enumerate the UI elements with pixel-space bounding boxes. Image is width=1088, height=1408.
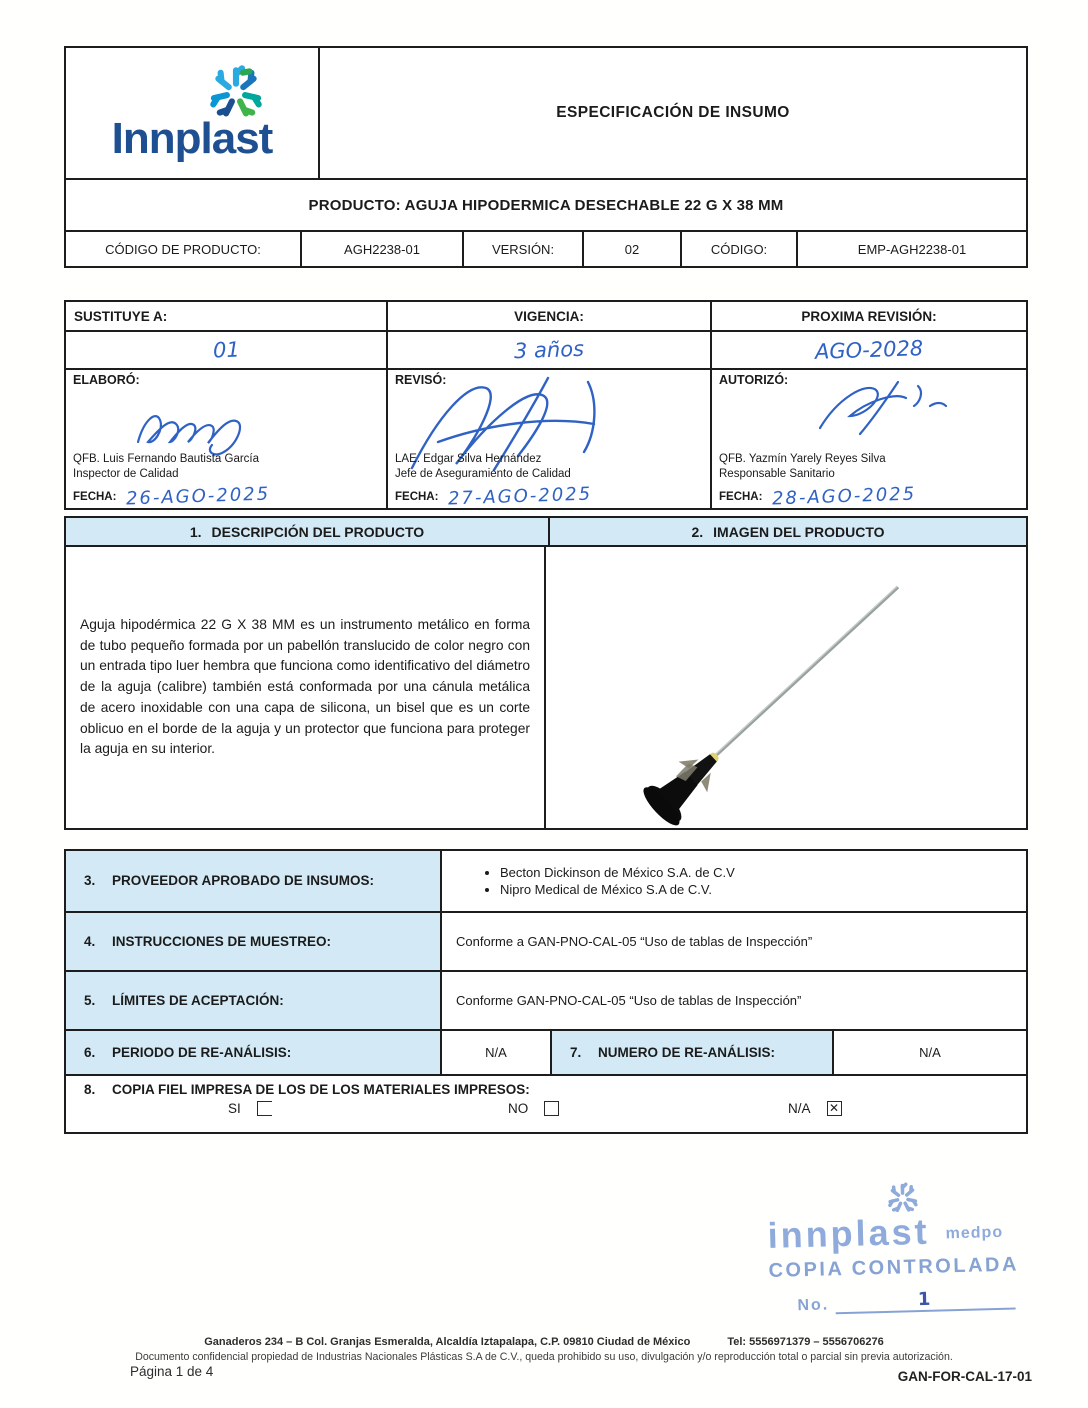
reanalysis-number-label-cell: [550, 1031, 832, 1074]
header-table: [64, 46, 1028, 268]
option-si: [228, 1101, 272, 1116]
limits-number: 5.: [84, 992, 96, 1008]
product-description-cell: [66, 547, 544, 828]
sampling-label-cell: [66, 913, 440, 970]
substitute-label: SUSTITUYE A:: [74, 308, 168, 324]
reanalysis-number-number: 7.: [570, 1044, 582, 1060]
option-si-label: SI: [228, 1100, 241, 1116]
option-no-checkbox[interactable]: [544, 1101, 559, 1116]
option-no: [508, 1101, 559, 1116]
reanalysis-period-label-cell: [66, 1031, 440, 1074]
printed-copy-label: COPIA FIEL IMPRESA DE LOS DE LOS MATERIALES IMPRESOS:: [112, 1081, 530, 1097]
product-code-value: AGH2238-01: [300, 232, 462, 266]
innplast-logo: [112, 65, 273, 161]
elaboro-name: QFB. Luis Fernando Bautista García: [73, 452, 260, 465]
code-value: EMP-AGH2238-01: [796, 232, 1026, 266]
next-review-label: PROXIMA REVISIÓN:: [710, 302, 1026, 330]
reviso-label: REVISÓ:: [395, 373, 447, 387]
elaboro-info: [73, 452, 271, 510]
reanalysis-period-value: N/A: [440, 1031, 550, 1074]
sampling-label: INSTRUCCIONES DE MUESTREO:: [112, 933, 332, 949]
code-label: CÓDIGO:: [680, 232, 796, 266]
footer-confidential: Documento confidencial propiedad de Industrias Nacionales Plásticas S.A de C.V., queda prohibido su uso, divulgación y/o reproducción total o parcial sin previa autorización.: [135, 1351, 953, 1363]
option-na-checkbox[interactable]: ✕: [827, 1101, 842, 1116]
validity-value-handwritten: 3 años: [513, 336, 585, 364]
document-title: ESPECIFICACIÓN DE INSUMO: [318, 48, 1026, 178]
sampling-value: Conforme a GAN-PNO-CAL-05 “Uso de tablas de Inspección”: [440, 913, 1026, 970]
provider-label: PROVEEDOR APROBADO DE INSUMOS:: [112, 873, 375, 889]
footer-phone: Tel: 5556971379 – 5556706276: [727, 1336, 884, 1348]
version-label: VERSIÓN:: [462, 232, 582, 266]
items-table: [64, 849, 1028, 1134]
option-na-label: N/A: [788, 1100, 811, 1116]
stamp-copy-text: COPIA CONTROLADA: [768, 1253, 1020, 1283]
autorizo-label: AUTORIZÓ:: [719, 373, 789, 387]
version-value: 02: [582, 232, 680, 266]
substitute-value-handwritten: 01: [212, 337, 240, 363]
footer-address: Ganaderos 234 – B Col. Granjas Esmeralda, Alcaldía Iztapalapa, C.P. 09810 Ciudad de México: [204, 1336, 691, 1348]
reanalysis-period-number: 6.: [84, 1044, 96, 1060]
elaboro-title: Inspector de Calidad: [73, 467, 179, 480]
stamp-number-label: No.: [797, 1296, 830, 1315]
footer-document-code: GAN-FOR-CAL-17-01: [897, 1369, 1032, 1384]
image-section-title: IMAGEN DEL PRODUCTO: [713, 523, 885, 540]
description-section-title: DESCRIPCIÓN DEL PRODUCTO: [211, 523, 425, 540]
validity-label: VIGENCIA:: [386, 302, 710, 330]
provider-item: • Nipro Medical de México S.A de C.V.: [500, 882, 735, 897]
autorizo-date-label: FECHA:: [719, 491, 763, 504]
elaboro-label: ELABORÓ:: [73, 373, 140, 387]
logo-cell: [66, 48, 318, 178]
stamp-snowflake-icon: [886, 1182, 919, 1215]
printed-copy-number: 8.: [84, 1081, 96, 1097]
reanalysis-period-label: PERIODO DE RE-ANÁLISIS:: [112, 1044, 292, 1060]
product-image-cell: [544, 547, 1026, 828]
printed-copy-row: [66, 1074, 1026, 1132]
elaboro-cell: [66, 370, 386, 508]
reviso-date-handwritten: 27-AGO-2025: [448, 483, 593, 510]
product-description-text: Aguja hipodérmica 22 G X 38 MM es un instrumento metálico en forma de tubo pequeño formada por un pabellón translucido de color negro con un entrada tipo luer hembra que funciona como identificativo del diámetro de la aguja (calibre) también está conformada por una cánula metálica de acero inoxidable con una capa de silicona, un bisel que es un corte oblicuo en el borde de la aguja y un protector que funciona para proteger la aguja en su interior.: [80, 617, 530, 757]
innplast-snowflake-icon: [208, 65, 264, 121]
stamp-partner-logo: medpo: [945, 1224, 1004, 1243]
footer-address-line: [0, 1336, 1088, 1348]
image-section-header: [548, 518, 1026, 545]
provider-item: • Becton Dickinson de México S.A. de C.V: [500, 865, 735, 880]
autorizo-info: [719, 452, 917, 510]
autorizo-signature: [802, 376, 972, 438]
autorizo-date-handwritten: 28-AGO-2025: [772, 483, 917, 510]
next-review-value-handwritten: AGO-2028: [814, 336, 924, 364]
reanalysis-number-value: N/A: [832, 1031, 1026, 1074]
limits-label-cell: [66, 972, 440, 1029]
needle-product-image: [546, 547, 1026, 826]
approval-table: [64, 300, 1028, 510]
limits-value: Conforme GAN-PNO-CAL-05 “Uso de tablas de Inspección”: [440, 972, 1026, 1029]
code-row: [66, 230, 1026, 266]
elaboro-date-label: FECHA:: [73, 491, 117, 504]
reviso-title: Jefe de Aseguramiento de Calidad: [395, 467, 571, 480]
product-title: PRODUCTO: AGUJA HIPODERMICA DESECHABLE 22 G X 38 MM: [66, 178, 1026, 230]
innplast-logo-text: Innplast: [111, 114, 273, 163]
provider-value-cell: [440, 851, 1026, 911]
elaboro-signature: [126, 398, 316, 458]
sampling-number: 4.: [84, 933, 96, 949]
option-no-label: NO: [508, 1100, 529, 1116]
footer-page-indicator: Página 1 de 4: [130, 1364, 214, 1379]
reviso-cell: [386, 370, 710, 508]
reviso-date-label: FECHA:: [395, 491, 439, 504]
provider-label-cell: [66, 851, 440, 911]
reviso-name: LAE. Edgar Silva Hernández: [395, 452, 542, 465]
stamp-number-handwritten: 1: [917, 1289, 933, 1311]
stamp-brand-text: innplast: [767, 1210, 931, 1257]
description-image-table: [64, 516, 1028, 830]
description-section-header: [66, 518, 548, 545]
product-code-label: CÓDIGO DE PRODUCTO:: [105, 241, 261, 257]
autorizo-name: QFB. Yazmín Yarely Reyes Silva: [719, 452, 886, 465]
limits-label: LÍMITES DE ACEPTACIÓN:: [112, 992, 284, 1008]
controlled-copy-stamp: [766, 1178, 1075, 1316]
elaboro-date-handwritten: 26-AGO-2025: [126, 483, 271, 510]
description-section-number: 1.: [189, 523, 202, 540]
option-na: [788, 1101, 842, 1116]
option-si-checkbox[interactable]: [257, 1101, 272, 1116]
reanalysis-number-label: NUMERO DE RE-ANÁLISIS:: [598, 1044, 776, 1060]
provider-number: 3.: [84, 873, 96, 889]
provider-list: [456, 863, 735, 899]
autorizo-title: Responsable Sanitario: [719, 467, 835, 480]
autorizo-cell: [710, 370, 1026, 508]
image-section-number: 2.: [691, 523, 704, 540]
reviso-info: [395, 452, 593, 510]
